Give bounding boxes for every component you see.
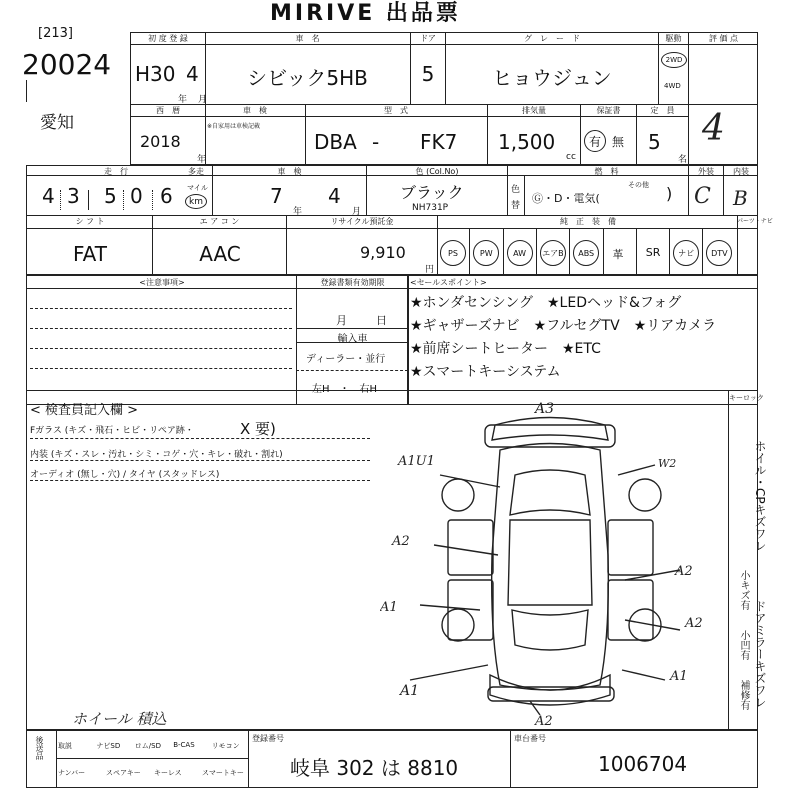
audio-line: オーディオ (無し・穴) / タイヤ (スタッドレス) (30, 470, 220, 480)
equip-3: エアB (540, 240, 566, 266)
rear-item-b-3: スマートキー (202, 769, 244, 777)
doors-value: 5 (421, 62, 435, 86)
label-sales: <セールスポイント> (410, 278, 487, 287)
equip-5: 革 (612, 248, 624, 261)
label-first-reg: 初 度 登 録 (148, 34, 188, 43)
sales-point-3: ★前席シートヒーター ★ETC (410, 341, 601, 357)
yen-unit: 円 (425, 265, 435, 275)
mileage-digit-1: 4 (42, 184, 55, 208)
inspection-year: 7 (270, 184, 283, 208)
vin-label: 車台番号 (514, 734, 546, 743)
km-unit-circled: km (185, 194, 207, 209)
mileage-digit-2: 3 (67, 184, 80, 208)
label-import: 輸入車 (337, 334, 368, 345)
label-aircon: エ ア コ ン (199, 217, 240, 226)
label-equipment: 純 正 装 備 (560, 217, 616, 226)
year-value: 2018 (140, 132, 181, 151)
label-grade: グ レ ー ド (524, 34, 580, 43)
handwritten-note: ホイール 積込 (72, 710, 167, 728)
color-code: NH731P (412, 203, 449, 213)
label-model: 車 名 (295, 34, 320, 43)
label-mileage-prefix: 多走 (188, 167, 204, 176)
displacement-value: 1,500 (498, 130, 556, 154)
type-prefix: DBA (314, 130, 357, 154)
rear-item-b-2: キーレス (154, 769, 182, 777)
month-unit: 月 (198, 95, 208, 105)
damage-mark-a1u1: A1U1 (398, 454, 435, 469)
equip-4: ABS (573, 240, 599, 266)
label-caution: <注意事項> (139, 278, 185, 287)
rear-item-b-1: スペアキー (106, 769, 141, 777)
shift-value: FAT (72, 242, 107, 266)
label-shift: シ フ ト (75, 217, 105, 226)
label-color: 色 (Col.No) (415, 167, 459, 176)
rear-item-a-0: 取説 (58, 742, 72, 750)
inspection-month: 4 (328, 184, 341, 208)
region: 愛知 (40, 113, 74, 133)
equip-7: ナビ (673, 240, 699, 266)
rear-item-a-3: B-CAS (173, 741, 195, 749)
color-value: ブラック (400, 183, 464, 202)
rear-item-a-2: ロム/SD (134, 742, 161, 750)
warranty-yes-circled: 有 (584, 130, 606, 152)
plate-label: 登録番号 (252, 734, 284, 743)
interior-grade: B (733, 186, 748, 210)
damage-mark-a1-left: A1 (380, 600, 398, 615)
label-type: 型 式 (384, 106, 408, 115)
fuel-close: ) (666, 184, 673, 203)
mile-unit: マイル (187, 184, 208, 192)
sales-point-2: ★ギャザーズナビ ★フルセグTV ★リアカメラ (410, 318, 717, 334)
first-reg-era: H30 (135, 62, 176, 86)
label-partial: パーツ・ナビ (737, 218, 773, 225)
damage-mark-a1-bottom-right: A1 (670, 669, 688, 684)
inspection-note: ※自家用は車検記載 (207, 123, 261, 130)
mileage-digit-4: 0 (130, 184, 143, 208)
dealer-parallel: ディーラー・並行 (306, 354, 386, 365)
grade-value: ヒョウジュン (492, 66, 612, 90)
damage-mark-a2-right: A2 (675, 564, 693, 579)
aircon-value: AAC (199, 242, 241, 266)
recycle-value: 9,910 (360, 243, 406, 262)
inspector-title: < 検査員記入欄 > (30, 403, 139, 418)
damage-mark-a2-bottom: A2 (535, 714, 553, 729)
first-reg-month: 4 (186, 62, 199, 86)
equip-2: AW (507, 240, 533, 266)
sales-point-4: ★スマートキーシステム (410, 364, 561, 380)
mileage-digit-5: 6 (160, 184, 173, 208)
lot-code: [213] (38, 26, 73, 41)
drive-4wd: 4WD (664, 82, 681, 90)
label-interior: 内装 (733, 167, 749, 176)
sales-point-1: ★ホンダセンシング ★LEDヘッド&フォグ (410, 295, 682, 311)
label-doors: ドア (420, 34, 436, 43)
warranty-no: 無 (612, 135, 625, 149)
fuel-other: その他 (628, 181, 649, 189)
damage-mark-a1-bottom-left: A1 (400, 683, 420, 699)
rear-item-b-0: ナンバー (58, 769, 86, 777)
legend-repair: 補修有 (738, 680, 749, 710)
legend-mirror: ドアミラーキズワレ (753, 600, 767, 708)
label-capacity: 定 員 (650, 106, 675, 115)
interior-line: 内装 (キズ・スレ・汚れ・シミ・コゲ・穴・キレ・破れ・割れ) (30, 450, 283, 460)
capacity-unit: 名 (678, 155, 688, 165)
label-drive: 駆動 (665, 34, 682, 43)
form-title: MIRIVE 出品票 (270, 1, 461, 26)
handle-side: 左H ・ 右H (312, 384, 378, 395)
equip-6: SR (645, 246, 661, 259)
rear-items-label: 後送品 (35, 736, 44, 760)
car-damage-diagram (380, 395, 725, 730)
damage-mark-w2: W2 (658, 457, 677, 470)
legend-small-scratch: 小キズ有 (738, 570, 749, 610)
year-unit-2: 年 (197, 155, 207, 165)
label-score: 評 価 点 (708, 34, 739, 43)
label-reg-docs: 登録書類有効期限 (320, 278, 385, 287)
label-fuel: 燃 料 (594, 167, 619, 176)
equip-1: PW (473, 240, 499, 266)
cc-unit: cc (566, 152, 576, 162)
windshield-line: Fガラス (キズ・飛石・ヒビ・リペア跡・ (30, 426, 194, 436)
color-change-2: 替 (511, 201, 521, 211)
equip-0: PS (440, 240, 466, 266)
windshield-mark: X 要) (240, 420, 276, 438)
drive-2wd-circled: 2WD (661, 52, 687, 68)
exterior-grade: C (694, 184, 711, 209)
reg-day: 日 (376, 314, 387, 327)
color-change-1: 色 (511, 185, 521, 195)
damage-mark-a2-left: A2 (392, 534, 410, 549)
rear-item-a-4: リモコン (211, 742, 240, 750)
damage-mark-a2-right2: A2 (685, 616, 703, 631)
keylock-label: キーロック (729, 394, 764, 402)
label-inspection: 車 検 (243, 106, 267, 115)
score-value: 4 (702, 108, 725, 149)
lot-number: 20024 (22, 48, 112, 81)
reg-month: 月 (336, 314, 347, 327)
mileage-digit-3: 5 (104, 184, 117, 208)
label-displacement: 排気量 (522, 106, 546, 115)
inspection-year-unit: 年 (293, 207, 303, 217)
inspection-month-unit: 月 (352, 207, 362, 217)
label-year: 西 暦 (156, 106, 180, 115)
fuel-value: Ⓖ・D・電気( (532, 192, 600, 205)
capacity-value: 5 (648, 130, 661, 154)
label-mileage: 走 行 (104, 167, 128, 176)
label-exterior: 外装 (698, 167, 714, 176)
model-name: シビック5HB (247, 66, 368, 90)
label-warranty: 保証書 (596, 106, 621, 115)
damage-mark-a3: A3 (535, 401, 555, 417)
equip-8: DTV (706, 240, 732, 266)
type-code: FK7 (420, 130, 458, 154)
rear-item-a-1: ナビSD (96, 742, 121, 750)
plate-number: 岐阜 302 は 8810 (290, 756, 459, 780)
legend-small-dent: 小凹有 (738, 630, 749, 660)
label-inspection-2: 車 検 (277, 167, 302, 176)
vin-number: 1006704 (598, 752, 688, 776)
label-recycle: リサイクル預託金 (330, 217, 394, 226)
type-dash: - (372, 130, 380, 154)
legend-wheel: ホイル・CPキズワレ (753, 440, 767, 552)
year-unit: 年 (178, 95, 188, 105)
